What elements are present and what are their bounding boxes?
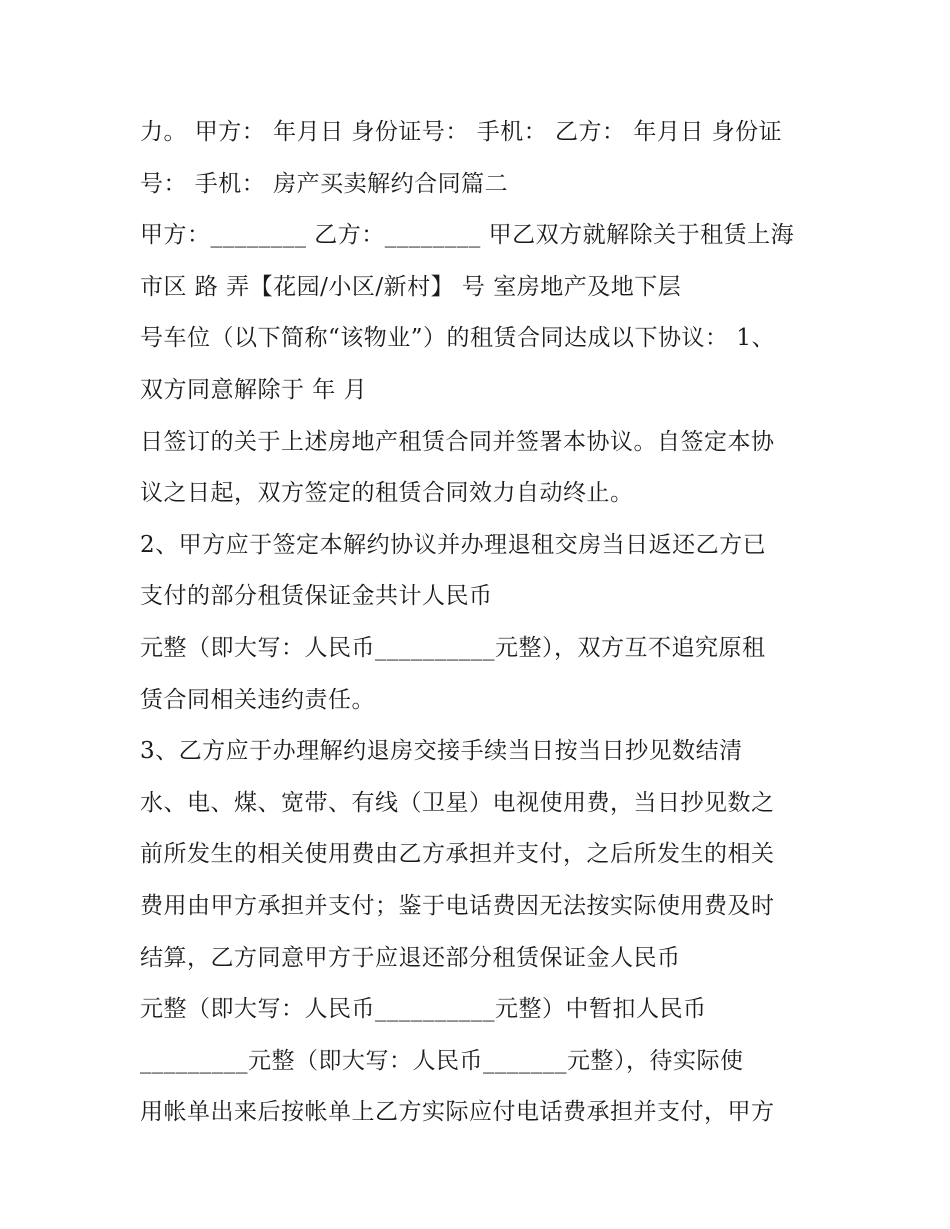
text-line: 号车位（以下简称“该物业”）的租赁合同达成以下协议： 1、: [140, 325, 775, 352]
text-line: 用帐单出来后按帐单上乙方实际应付电话费承担并支付，甲方: [140, 1099, 775, 1126]
text-line: 日签订的关于上述房地产租赁合同并签署本协议。自签定本协: [140, 428, 775, 455]
text-line: 元整（即大写：人民币__________元整），双方互不追究原租: [140, 634, 766, 661]
text-line: 甲方：________ 乙方：________ 甲乙双方就解除关于租赁上海: [140, 222, 795, 249]
text-line: 前所发生的相关使用费由乙方承担并支付，之后所发生的相关: [140, 841, 775, 868]
text-line: 市区 路 弄【花园/小区/新村】 号 室房地产及地下层: [140, 273, 682, 300]
text-line: 结算，乙方同意甲方于应退还部分租赁保证金人民币: [140, 944, 681, 971]
text-line: 赁合同相关违约责任。: [140, 686, 375, 713]
text-line: 议之日起，双方签定的租赁合同效力自动终止。: [140, 480, 634, 507]
document-body: [140, 107, 830, 1139]
text-line: 水、电、煤、宽带、有线（卫星）电视使用费，当日抄见数之: [140, 789, 775, 816]
text-line: 双方同意解除于 年 月: [140, 376, 368, 403]
text-line: 元整（即大写：人民币__________元整）中暂扣人民币: [140, 996, 707, 1023]
text-line: _________元整（即大写：人民币_______元整），待实际使: [140, 1047, 744, 1074]
text-line: 力。 甲方： 年月日 身份证号： 手机： 乙方： 年月日 身份证: [140, 119, 783, 145]
text-line: 号： 手机： 房产买卖解约合同篇二: [140, 170, 509, 197]
text-line: 费用由甲方承担并支付；鉴于电话费因无法按实际使用费及时: [140, 892, 775, 919]
text-line: 支付的部分租赁保证金共计人民币: [140, 583, 493, 610]
text-line: 2、甲方应于签定本解约协议并办理退租交房当日返还乙方已: [140, 531, 767, 558]
text-line: 3、乙方应于办理解约退房交接手续当日按当日抄见数结清: [140, 738, 743, 765]
